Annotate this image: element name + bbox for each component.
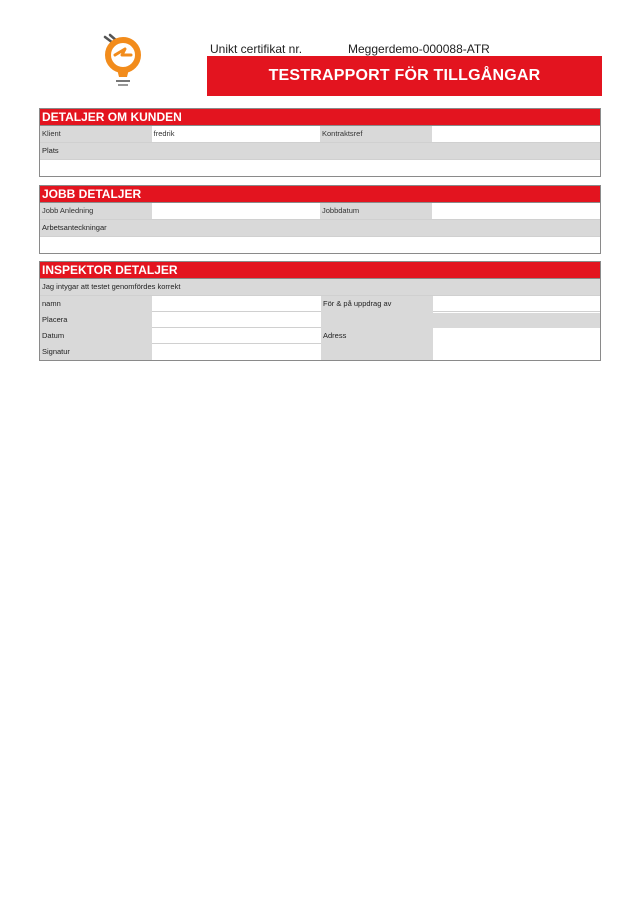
job-reason-label: Jobb Anledning: [40, 203, 152, 219]
inspector-right-spacer: [433, 313, 600, 328]
on-behalf-field[interactable]: [433, 296, 600, 312]
inspector-position-label: Placera: [42, 315, 68, 324]
customer-row-location-value: [40, 160, 600, 176]
inspector-date-field[interactable]: [152, 328, 321, 344]
certificate-number-value: Meggerdemo-000088-ATR: [348, 42, 490, 56]
job-date-label: Jobbdatum: [320, 203, 432, 219]
inspector-date-label: Datum: [42, 331, 65, 340]
location-field[interactable]: [40, 160, 600, 176]
location-label: Plats: [40, 143, 600, 159]
on-behalf-label: För & på uppdrag av: [323, 299, 392, 308]
client-field[interactable]: fredrik: [152, 126, 320, 142]
client-label: Klient: [40, 126, 152, 142]
job-row-notes-label: [40, 220, 600, 237]
work-notes-label: Arbetsanteckningar: [40, 220, 600, 236]
job-details-heading: JOBB DETALJER: [40, 186, 600, 203]
job-reason-field[interactable]: [152, 203, 320, 219]
report-title: TESTRAPPORT FÖR TILLGÅNGAR: [207, 56, 602, 96]
inspector-details-section: [39, 261, 601, 361]
certificate-number-label: Unikt certifikat nr.: [210, 42, 303, 56]
job-row-notes-value: [40, 237, 600, 253]
job-row-reason: [40, 203, 600, 220]
job-details-section: [39, 185, 601, 254]
address-label: Adress: [323, 331, 347, 340]
inspector-row-certify: [40, 279, 600, 296]
contract-ref-label: Kontraktsref: [320, 126, 432, 142]
inspector-name-label: namn: [42, 299, 61, 308]
inspector-details-heading: INSPEKTOR DETALJER: [40, 262, 600, 279]
job-date-field[interactable]: [432, 203, 600, 219]
customer-row-client: [40, 126, 600, 143]
certify-statement: Jag intygar att testet genomfördes korrekt: [40, 279, 600, 295]
customer-row-location-label: [40, 143, 600, 160]
inspector-position-field[interactable]: [152, 312, 321, 328]
contract-ref-field[interactable]: [432, 126, 600, 142]
inspector-signature-label: Signatur: [42, 347, 70, 356]
inspector-name-field[interactable]: [152, 296, 321, 312]
work-notes-field[interactable]: [40, 237, 600, 253]
inspector-grid: [40, 296, 600, 360]
customer-details-heading: DETALJER OM KUNDEN: [40, 109, 600, 126]
address-field[interactable]: [433, 328, 600, 360]
inspector-signature-field[interactable]: [152, 344, 321, 360]
plug-lightbulb-logo-icon: [101, 33, 145, 93]
customer-details-section: [39, 108, 601, 177]
